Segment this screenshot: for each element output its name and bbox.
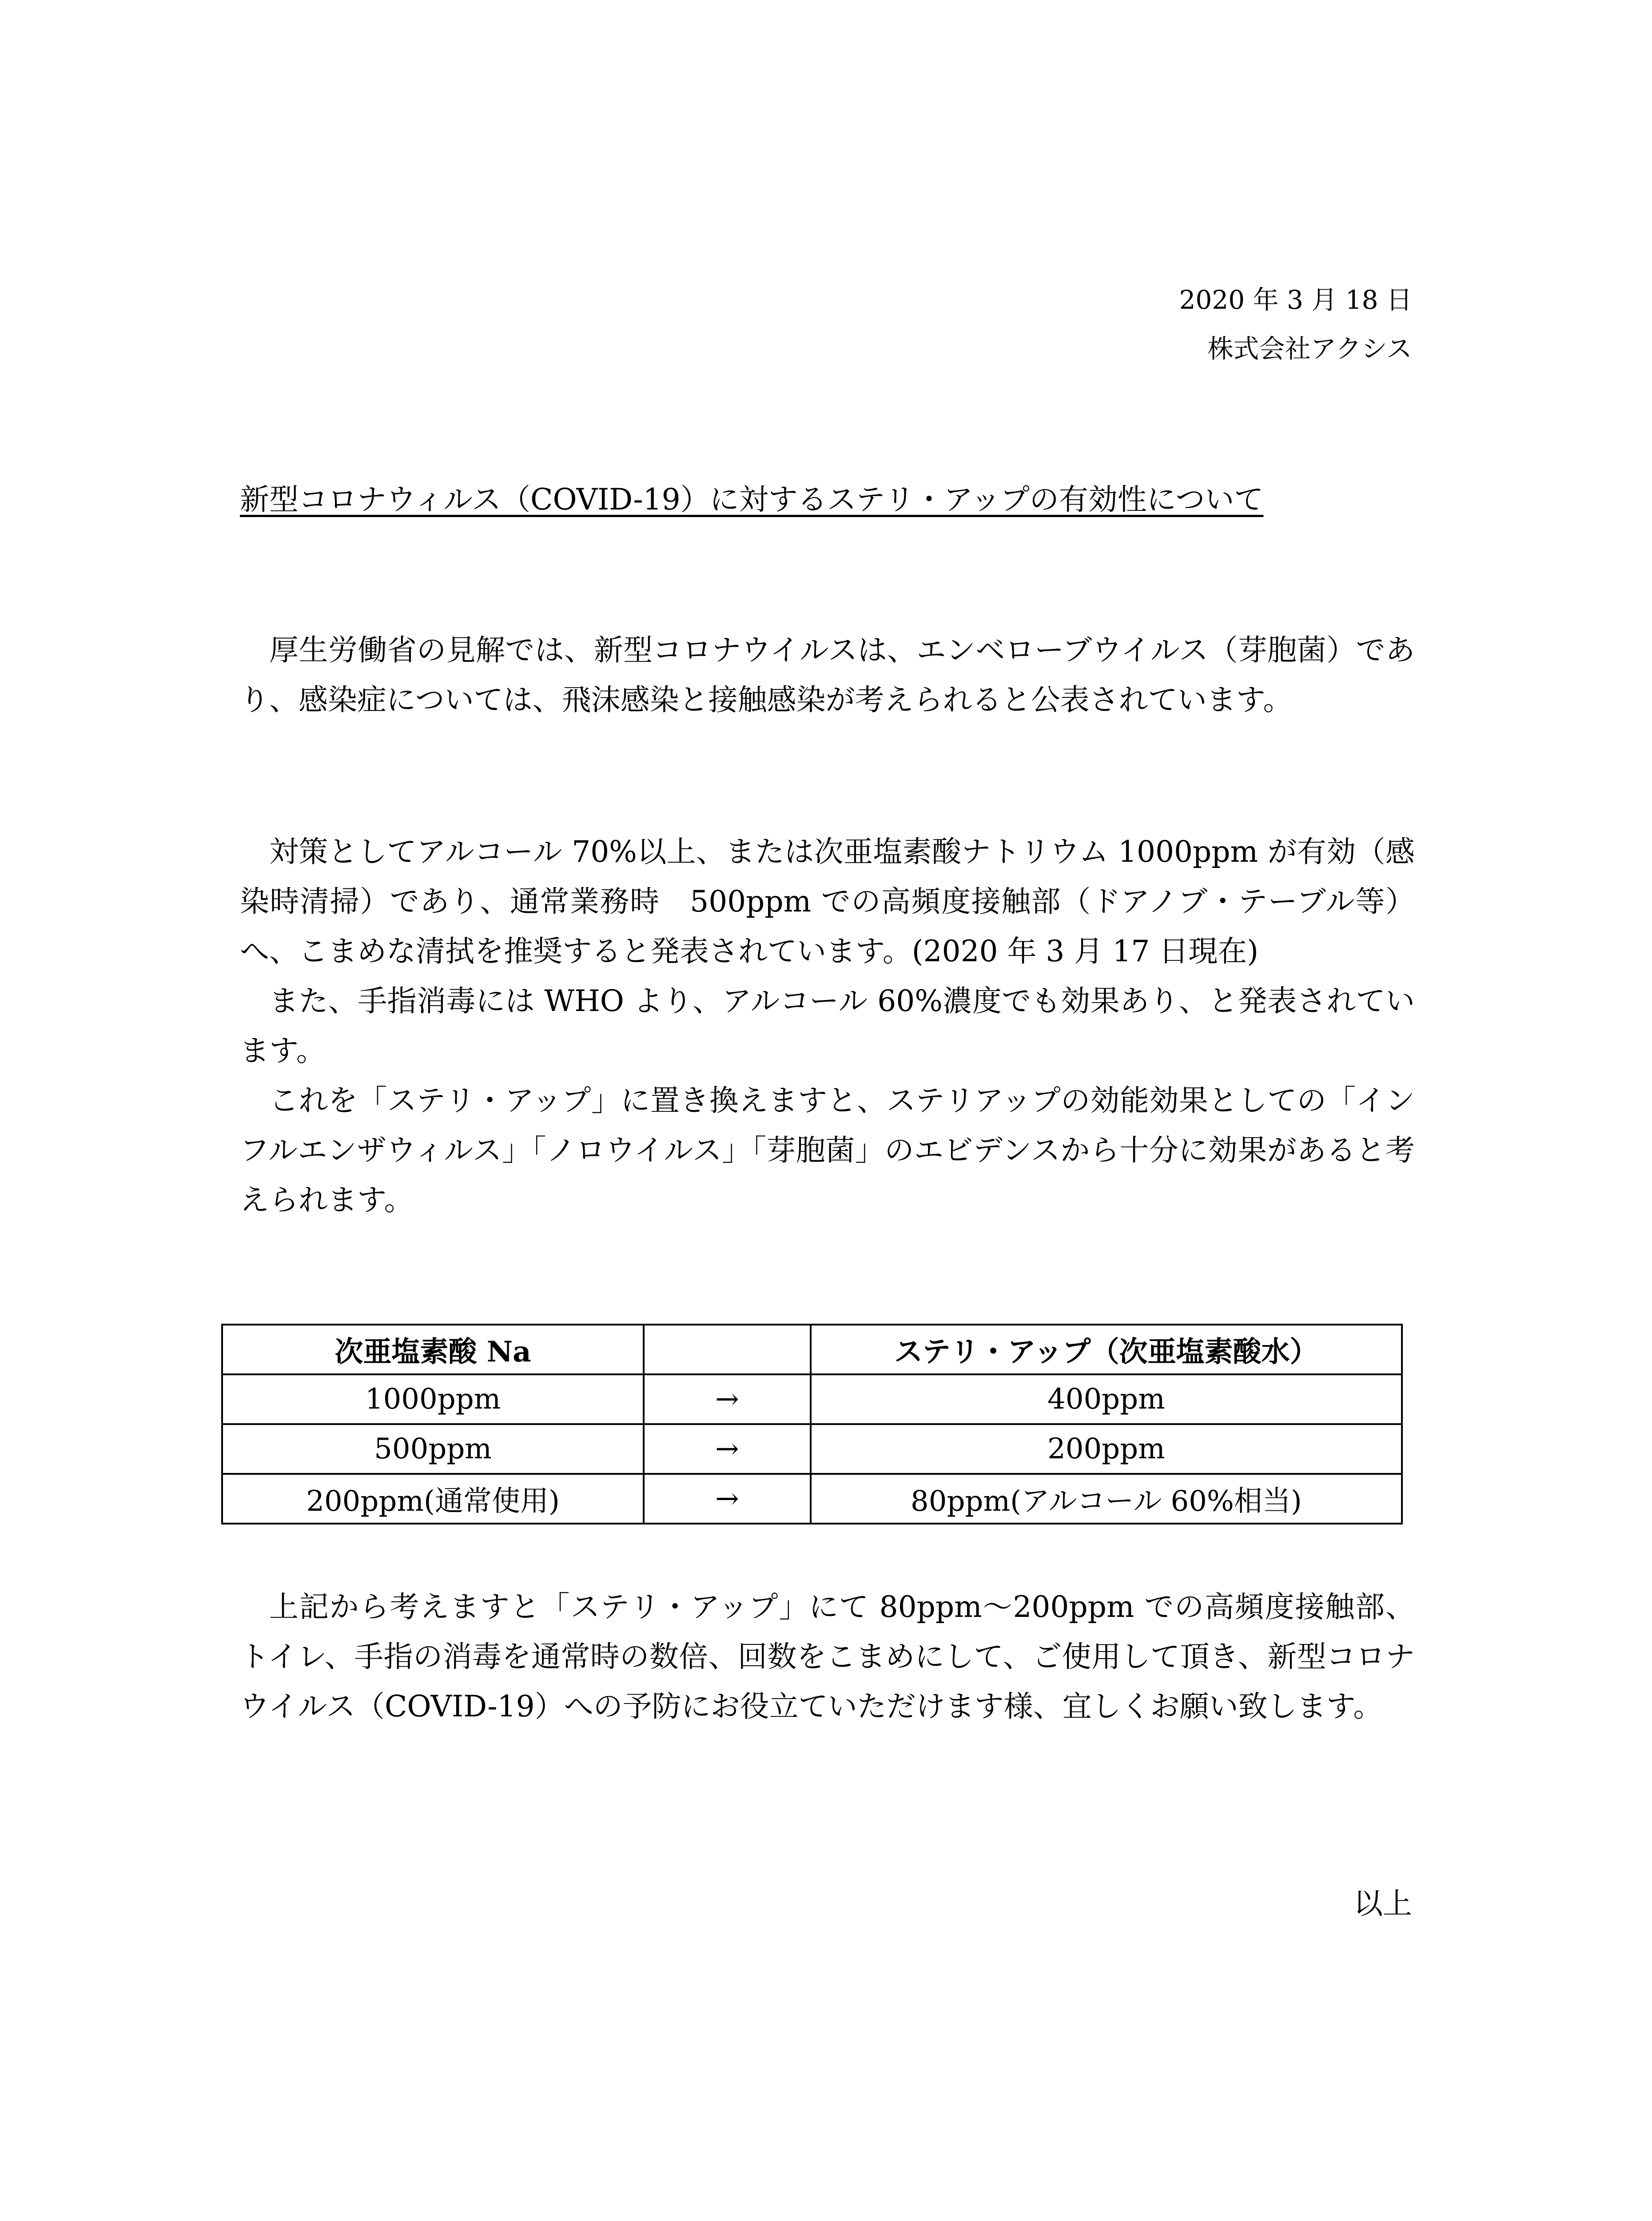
recommendation-section [240, 1582, 1415, 1731]
document-title: 新型コロナウィルス（COVID-19）に対するステリ・アップの有効性について [240, 482, 1264, 517]
intro-section [240, 625, 1415, 725]
table-cell: 500ppm [222, 1424, 644, 1474]
table-row [222, 1424, 1402, 1474]
table-cell: 1000ppm [222, 1374, 644, 1424]
arrow-icon: → [644, 1374, 811, 1424]
table-header-row [222, 1325, 1402, 1374]
table-header-cell [644, 1325, 811, 1374]
countermeasure-section [240, 827, 1415, 1225]
paragraph-ministry-view: 厚生労働省の見解では、新型コロナウイルスは、エンベローブウイルス（芽胞菌）であり、感染症については、飛沫感染と接触感染が考えられると公表されています。 [240, 633, 1415, 717]
conversion-table-wrapper [221, 1324, 1403, 1524]
table-row [222, 1374, 1402, 1424]
arrow-icon: → [644, 1424, 811, 1474]
table-header-cell: 次亜塩素酸 Na [222, 1325, 644, 1374]
paragraph-countermeasures: 対策としてアルコール 70%以上、または次亜塩素酸ナトリウム 1000ppm が有効（感染時清掃）であり、通常業務時 500ppm での高頻度接触部（ドアノブ・テーブル等）へ、こまめな清拭を推奨すると発表されています。(2020 年 3 月 17 日現在) [240, 835, 1415, 968]
paragraph-who-guidance: また、手指消毒には WHO より、アルコール 60%濃度でも効果あり、と発表されています。 [240, 984, 1415, 1068]
table-cell: 80ppm(アルコール 60%相当) [811, 1474, 1402, 1524]
document-header [1179, 275, 1413, 373]
company-name: 株式会社アクシス [1207, 334, 1412, 364]
closing-remark: 以上 [1353, 1887, 1412, 1921]
conversion-table [221, 1324, 1403, 1524]
paragraph-steri-up-replacement: これを「ステリ・アップ」に置き換えますと、ステリアップの効能効果としての「インフルエンザウィルス」「ノロウイルス」「芽胞菌」のエビデンスから十分に効果があると考えられます。 [240, 1083, 1415, 1217]
paragraph-recommendation: 上記から考えますと「ステリ・アップ」にて 80ppm～200ppm での高頻度接触部、トイレ、手指の消毒を通常時の数倍、回数をこまめにして、ご使用して頂き、新型コロナウイルス（COVID-19）への予防にお役立ていただけます様、宜しくお願い致します。 [240, 1590, 1415, 1723]
table-cell: 200ppm [811, 1424, 1402, 1474]
arrow-icon: → [644, 1474, 811, 1524]
table-row [222, 1474, 1402, 1524]
table-cell: 400ppm [811, 1374, 1402, 1424]
table-cell: 200ppm(通常使用) [222, 1474, 644, 1524]
issue-date: 2020 年 3 月 18 日 [1179, 285, 1412, 315]
table-header-cell: ステリ・アップ（次亜塩素酸水） [811, 1325, 1402, 1374]
